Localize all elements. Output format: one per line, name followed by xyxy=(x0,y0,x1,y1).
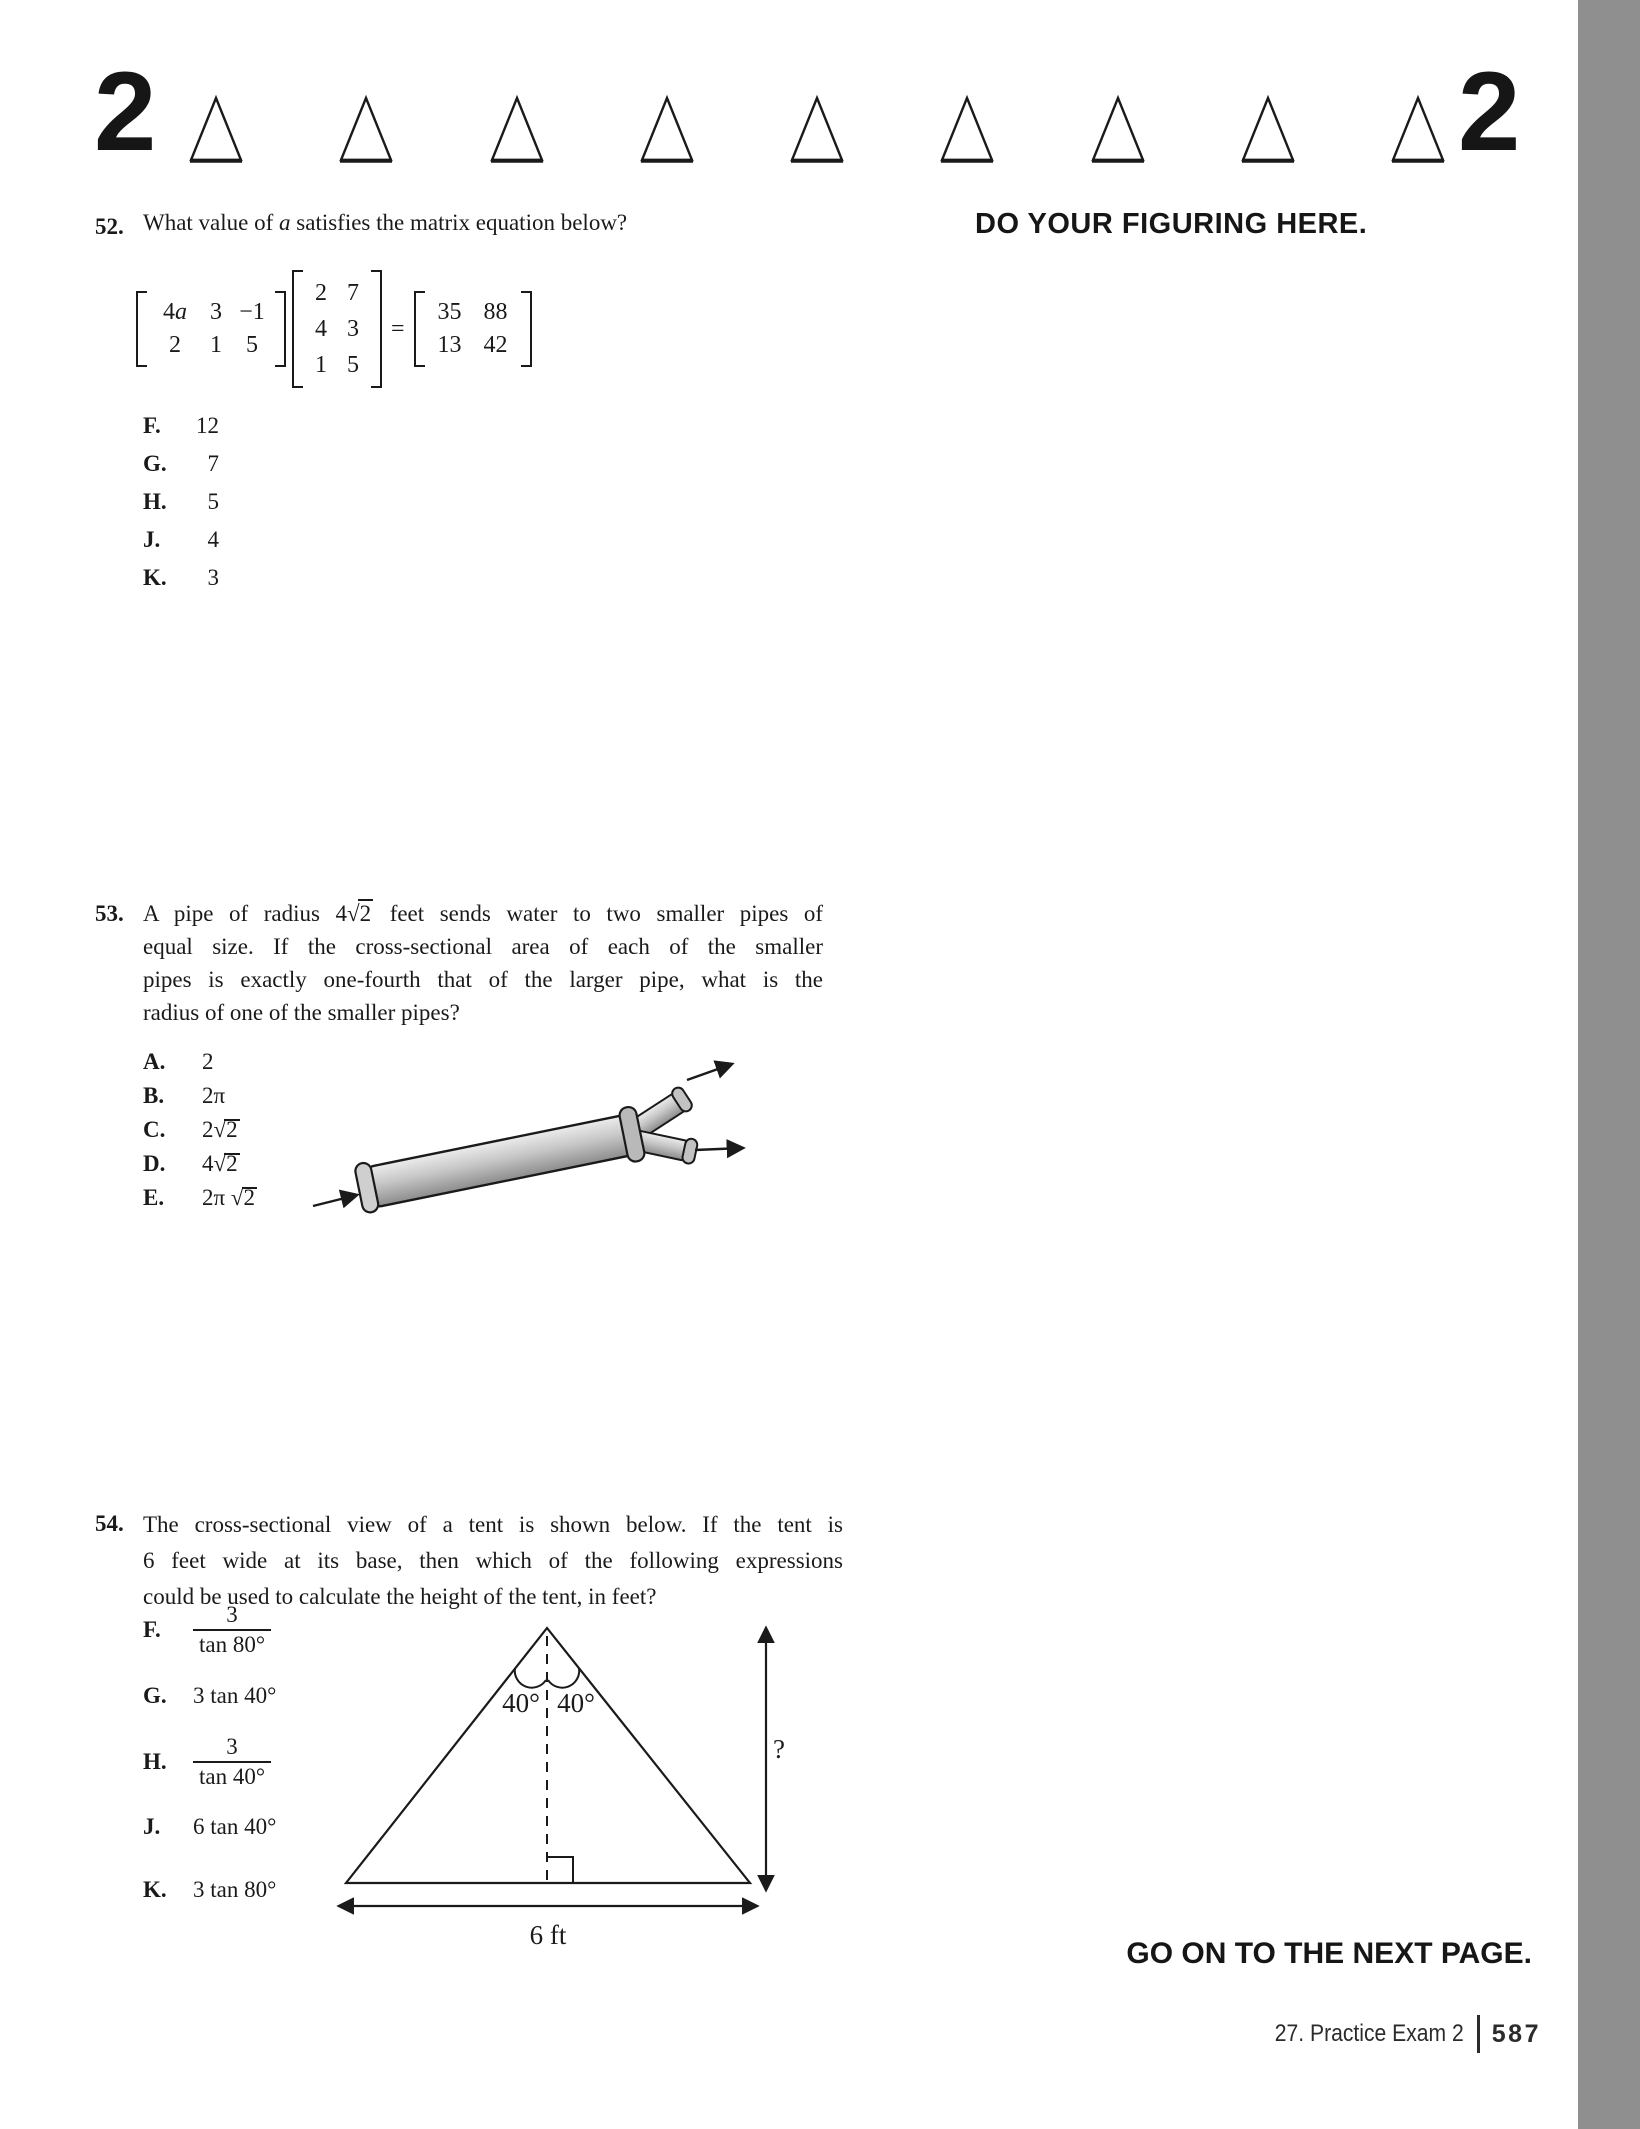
choice-letter: A. xyxy=(143,1049,166,1074)
section-number-right: 2 xyxy=(1458,49,1521,174)
matrix-cell: 5 xyxy=(246,332,258,358)
inflow-arrow xyxy=(313,1195,357,1206)
choice-value: 2 xyxy=(202,1049,214,1074)
choice-value: 5 xyxy=(207,489,219,514)
choice-value: 4 √ 2 xyxy=(202,1151,241,1177)
triangle-icon xyxy=(188,94,244,164)
choice-value: 3 xyxy=(207,565,219,590)
choice-letter: K. xyxy=(143,565,167,590)
matrix-cell: 13 xyxy=(437,332,462,358)
question-54-number: 54. xyxy=(95,1511,124,1536)
angle-arc-right xyxy=(548,1668,579,1688)
matrix-cell: 35 xyxy=(437,299,462,325)
matrix-cell: 42 xyxy=(483,332,508,358)
choice-row-c xyxy=(143,1117,258,1143)
choice-letter: E. xyxy=(143,1185,165,1210)
choice-value: 6 tan 40° xyxy=(193,1814,277,1839)
matrix-cell: 88 xyxy=(483,299,508,325)
page-edge-bar xyxy=(1578,0,1640,2129)
stem-line: A pipe of radius 4 √ 2 feet sends water to two smaller pipes of xyxy=(143,897,823,930)
choice-letter: J. xyxy=(143,1814,161,1839)
choice-row-f xyxy=(143,414,219,438)
tent-triangle xyxy=(346,1628,750,1883)
question-53-stem xyxy=(143,897,823,1029)
triangle-icon xyxy=(939,94,995,164)
choice-value: 2 √ 2 xyxy=(202,1117,241,1143)
variable-a: a xyxy=(279,210,291,235)
triangle-strip xyxy=(188,94,1446,166)
stem-line: The cross-sectional view of a tent is shown below. If the tent is xyxy=(143,1512,843,1537)
footer-meta xyxy=(1100,2012,1541,2056)
choice-letter: G. xyxy=(143,451,167,476)
fraction-denominator: tan 80° xyxy=(193,1629,271,1659)
choice-value: 12 xyxy=(196,413,219,438)
matrix-cell: 4 xyxy=(315,316,327,342)
matrix-cell: 4a xyxy=(163,299,187,325)
radical: √ 2 xyxy=(347,901,374,926)
stem-line: pipes is exactly one-fourth that of the larger pipe, what is the xyxy=(143,967,823,992)
choice-row-e xyxy=(143,1185,258,1211)
matrix-middle xyxy=(292,270,382,388)
choice-value: 3 tan 80° xyxy=(193,1877,277,1902)
matrix-cell: 7 xyxy=(347,280,359,306)
matrix-result xyxy=(414,291,532,367)
matrix-cell: 2 xyxy=(169,332,181,358)
angle-label-left: 40° xyxy=(502,1688,540,1718)
go-on-note: GO ON TO THE NEXT PAGE. xyxy=(1126,1937,1532,1970)
matrix-cell: 3 xyxy=(347,316,359,342)
triangle-icon xyxy=(639,94,695,164)
choice-letter: D. xyxy=(143,1151,166,1176)
choice-letter: H. xyxy=(143,489,167,514)
footer-separator xyxy=(1477,2015,1480,2053)
choice-letter: G. xyxy=(143,1683,167,1708)
matrix-cell: 1 xyxy=(210,332,222,358)
stem-line: 6 feet wide at its base, then which of the following expressions xyxy=(143,1548,843,1573)
base-label: 6 ft xyxy=(529,1920,567,1950)
height-label: ? xyxy=(773,1734,785,1764)
question-52-number: 52. xyxy=(95,214,124,239)
pipe-diagram xyxy=(295,1022,747,1227)
choice-value: 7 xyxy=(207,451,219,476)
choice-row-h xyxy=(143,490,219,514)
choice-row-j xyxy=(143,528,219,552)
question-52-stem: What value of a satisfies the matrix equation below? xyxy=(143,210,628,235)
choice-value: 2π xyxy=(202,1083,226,1108)
matrix-cell: 3 xyxy=(210,299,222,325)
fraction-numerator: 3 xyxy=(226,1734,238,1759)
outflow-arrow-upper xyxy=(687,1064,732,1080)
matrix-cell: 2 xyxy=(315,280,327,306)
tent-diagram xyxy=(240,1590,820,1967)
footer-page-number: 587 xyxy=(1491,2019,1541,2048)
matrix-equation xyxy=(133,270,535,388)
choice-row-k xyxy=(143,566,219,590)
radical: √ 2 xyxy=(214,1151,241,1176)
right-angle-mark xyxy=(547,1857,573,1883)
question-53-number: 53. xyxy=(95,901,124,926)
fraction-numerator: 3 xyxy=(226,1602,238,1627)
question-52-choices xyxy=(143,414,219,604)
fraction-denominator: tan 40° xyxy=(193,1761,271,1791)
choice-letter: F. xyxy=(143,413,161,438)
choice-letter: F. xyxy=(143,1617,161,1642)
stem-line: equal size. If the cross-sectional area of each of the smaller xyxy=(143,934,823,959)
question-53-choices xyxy=(143,1049,258,1219)
choice-letter: B. xyxy=(143,1083,165,1108)
choice-value: 3 tan 40° xyxy=(193,1683,277,1708)
choice-row-a xyxy=(143,1049,258,1075)
stem-line: radius of one of the smaller pipes? xyxy=(143,1000,460,1025)
choice-value: 2π √ 2 xyxy=(202,1185,258,1211)
choice-value: 4 xyxy=(207,527,219,552)
equals-sign: = xyxy=(391,315,405,342)
triangle-icon xyxy=(1240,94,1296,164)
choice-letter: H. xyxy=(143,1749,167,1774)
triangle-icon xyxy=(489,94,545,164)
triangle-icon xyxy=(789,94,845,164)
choice-row-b xyxy=(143,1083,258,1109)
choice-letter: K. xyxy=(143,1877,167,1902)
matrix-cell: 5 xyxy=(347,352,359,378)
angle-arc-left xyxy=(515,1668,546,1688)
choice-letter: J. xyxy=(143,527,161,552)
choice-row-g xyxy=(143,452,219,476)
choice-letter: C. xyxy=(143,1117,166,1142)
stem-line: could be used to calculate the height of the tent, in feet? xyxy=(143,1584,657,1609)
matrix-cell: −1 xyxy=(239,299,265,325)
section-number-left: 2 xyxy=(94,49,157,174)
matrix-left xyxy=(136,291,286,367)
footer-book-title: 27. Practice Exam 2 xyxy=(1274,2020,1464,2047)
radical: √ 2 xyxy=(214,1117,241,1142)
choice-row-d xyxy=(143,1151,258,1177)
triangle-icon xyxy=(338,94,394,164)
main-pipe xyxy=(354,1106,646,1217)
triangle-icon xyxy=(1390,94,1446,164)
angle-label-right: 40° xyxy=(557,1688,595,1718)
matrix-cell: 1 xyxy=(315,352,327,378)
figuring-note: DO YOUR FIGURING HERE. xyxy=(975,208,1368,240)
outflow-arrow-lower xyxy=(695,1148,743,1150)
radical: √ 2 xyxy=(231,1185,258,1210)
triangle-icon xyxy=(1090,94,1146,164)
